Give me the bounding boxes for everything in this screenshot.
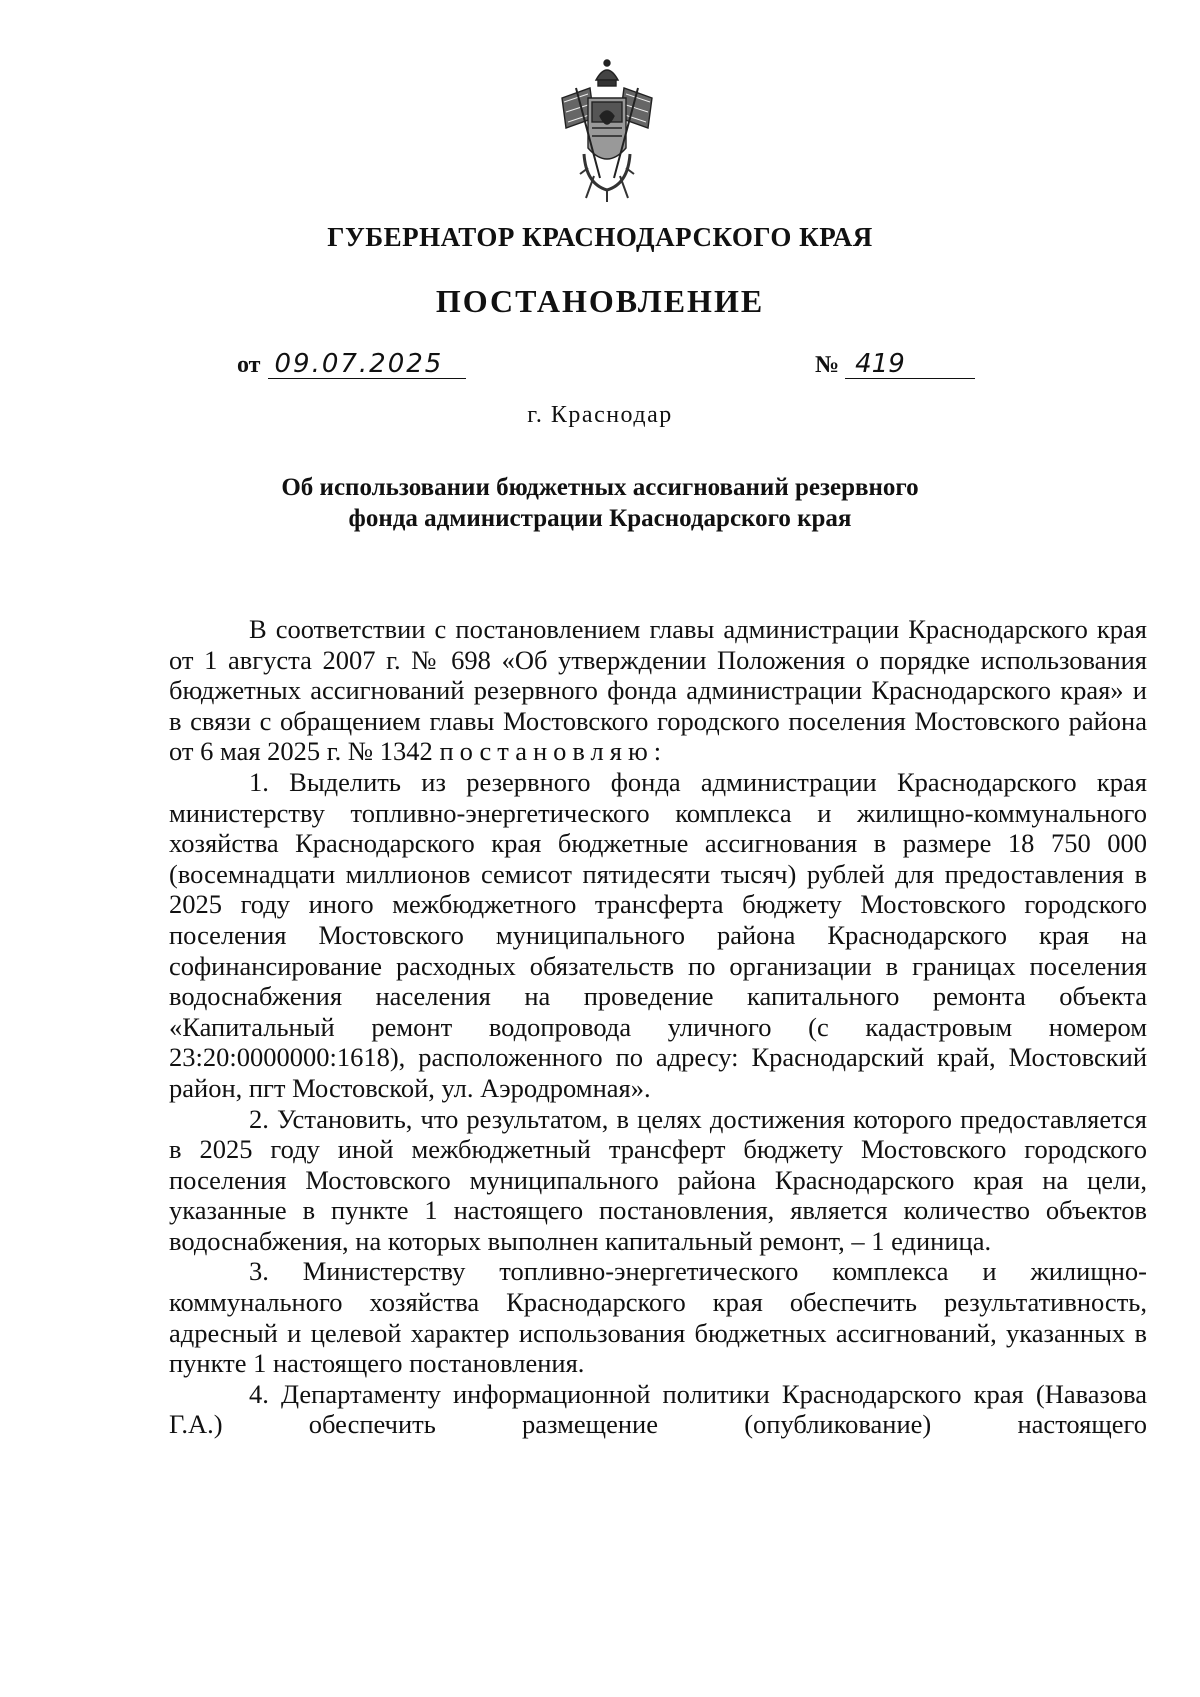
document-body xyxy=(169,614,1147,1440)
date-value-handwritten: 09.07.2025 xyxy=(268,350,466,379)
decree-word: постановляю: xyxy=(439,736,668,767)
item-3-paragraph: 3. Министерству топливно-энергетического комплекса и жилищно-коммунального хозяйства Краснодарского края обеспечить результативность, адресный и целевой характер использования бюджетных ассигнований, указанных в пункте 1 настоящего постановления. xyxy=(169,1256,1147,1379)
date-label: от xyxy=(237,352,261,378)
item-2-paragraph: 2. Установить, что результатом, в целях достижения которого предоставляется в 2025 году иной межбюджетный трансферт бюджету Мостовского городского поселения Мостовского муниципального района Краснодарского края на цели, указанные в пункте 1 настоящего постановления, является количество объектов водоснабжения, на которых выполнен капитальный ремонт, – 1 единица. xyxy=(169,1103,1147,1256)
date-line xyxy=(237,350,466,379)
document-type: ПОСТАНОВЛЕНИЕ xyxy=(435,283,765,319)
item-1-paragraph: 1. Выделить из резервного фонда администрации Краснодарского края министерству топливно-энергетического комплекса и жилищно-коммунального хозяйства Краснодарского края бюджетные ассигнования в размере 18 750 000 (восемнадцати миллионов семисот пятидесяти тысяч) рублей для предоставления в 2025 году иного межбюджетного трансферта бюджету Мостовского городского поселения Мостовского муниципального района Краснодарского края на софинансирование расходных обязательств по организации в границах поселения водоснабжения населения на проведение капитального ремонта объекта «Капитальный ремонт водопровода уличного (с кадастровым номером 23:20:0000000:1618), расположенного по адресу: Краснодарский край, Мостовский район, пгт Мостовской, ул. Аэродромная». xyxy=(169,766,1147,1103)
preamble-paragraph xyxy=(169,614,1147,767)
number-label: № xyxy=(815,352,840,378)
number-line xyxy=(815,350,975,379)
preamble-text: В соответствии с постановлением главы администрации Краснодарского края от 1 августа 2007 г. № 698 «Об утверждении Положения о порядке использования бюджетных ассигнований резервного фонда администрации Краснодарского края» и в связи с обращением главы Мостовского городского поселения Мостовского района от 6 мая 2025 г. № 1342 xyxy=(169,614,1147,767)
city-of-issue: г. Краснодар xyxy=(527,402,673,428)
issuing-authority: ГУБЕРНАТОР КРАСНОДАРСКОГО КРАЯ xyxy=(327,222,873,252)
document-subject xyxy=(0,472,1200,534)
item-4-paragraph: 4. Департаменту информационной политики Краснодарского края (Навазова Г.А.) обеспечить размещение (опубликование) настоящего xyxy=(169,1378,1147,1440)
coat-of-arms-emblem xyxy=(556,58,658,204)
subject-line-2: фонда администрации Краснодарского края xyxy=(348,505,852,532)
number-value-handwritten: 419 xyxy=(845,350,975,379)
subject-line-1: Об использовании бюджетных ассигнований резервного xyxy=(281,474,919,501)
